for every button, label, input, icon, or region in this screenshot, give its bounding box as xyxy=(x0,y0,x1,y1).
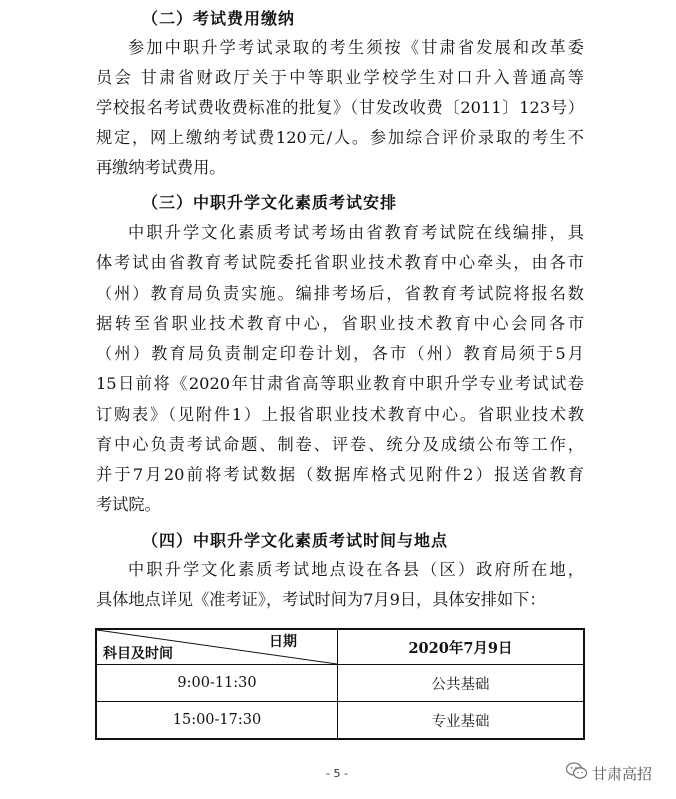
table-row xyxy=(96,665,584,702)
paragraph-line: 具体地点详见《准考证》，考试时间为7月9日，具体安排如下： xyxy=(96,590,546,609)
row-subject: 公共基础 xyxy=(338,665,585,702)
paragraph-line: 订购表》（见附件1）上报省职业技术教育中心。省职业技术教 xyxy=(96,405,584,424)
section-heading-arrangement: （三）中职升学文化素质考试安排 xyxy=(142,193,398,212)
paragraph-line: 育中心负责考试命题、制卷、评卷、统分及成绩公布等工作， xyxy=(96,435,584,454)
paragraph-line: 中职升学文化素质考试地点设在各县（区）政府所在地， xyxy=(128,560,584,579)
watermark-text: 甘肃高招 xyxy=(592,764,653,783)
paragraph-line: 参加中职升学考试录取的考生须按《甘肃省发展和改革委 xyxy=(128,38,584,57)
paragraph-line: 并于7月20前将考试数据（数据库格式见附件2）报送省教育 xyxy=(96,465,584,484)
exam-schedule-table xyxy=(95,628,585,740)
paragraph-line: （州）教育局负责制定印卷计划，各市（州）教育局须于5月 xyxy=(96,344,584,363)
header-date-label: 日期 xyxy=(269,634,297,650)
paragraph-line: 学校报名考试费收费标准的批复》（甘发改收费〔2011〕123号） xyxy=(96,98,584,117)
paragraph-line: （州）教育局负责实施。编排考场后，省教育考试院将报名数 xyxy=(96,284,584,303)
paragraph-line: 中职升学文化素质考试考场由省教育考试院在线编排，具 xyxy=(128,223,584,242)
section-heading-time-place: （四）中职升学文化素质考试时间与地点 xyxy=(142,531,449,550)
table-row xyxy=(96,702,584,740)
row-time: 9:00-11:30 xyxy=(96,665,338,702)
paragraph-line: 再缴纳考试费用。 xyxy=(96,158,226,177)
paragraph-line: 据转至省职业技术教育中心，省职业技术教育中心会同各市 xyxy=(96,314,584,333)
watermark xyxy=(566,762,652,784)
paragraph-line: 规定，网上缴纳考试费120元/人。参加综合评价录取的考生不 xyxy=(96,128,584,147)
row-time: 15:00-17:30 xyxy=(96,702,338,740)
page-number: - 5 - xyxy=(326,767,348,780)
header-subject-time-label: 科目及时间 xyxy=(103,646,173,662)
paragraph-line: 考试院。 xyxy=(96,495,161,514)
row-subject: 专业基础 xyxy=(338,702,585,740)
section-heading-fee: （二）考试费用缴纳 xyxy=(142,9,296,28)
header-exam-date: 2020年7月9日 xyxy=(338,629,585,665)
paragraph-line: 15日前将《2020年甘肃省高等职业教育中职升学专业考试试卷 xyxy=(96,374,584,393)
wechat-icon xyxy=(566,762,588,784)
paragraph-line: 体考试由省教育考试院委托省职业技术教育中心牵头，由各市 xyxy=(96,253,584,272)
paragraph-line: 员会 甘肃省财政厅关于中等职业学校学生对口升入普通高等 xyxy=(96,68,584,87)
table-header-diagonal-cell xyxy=(96,629,338,665)
